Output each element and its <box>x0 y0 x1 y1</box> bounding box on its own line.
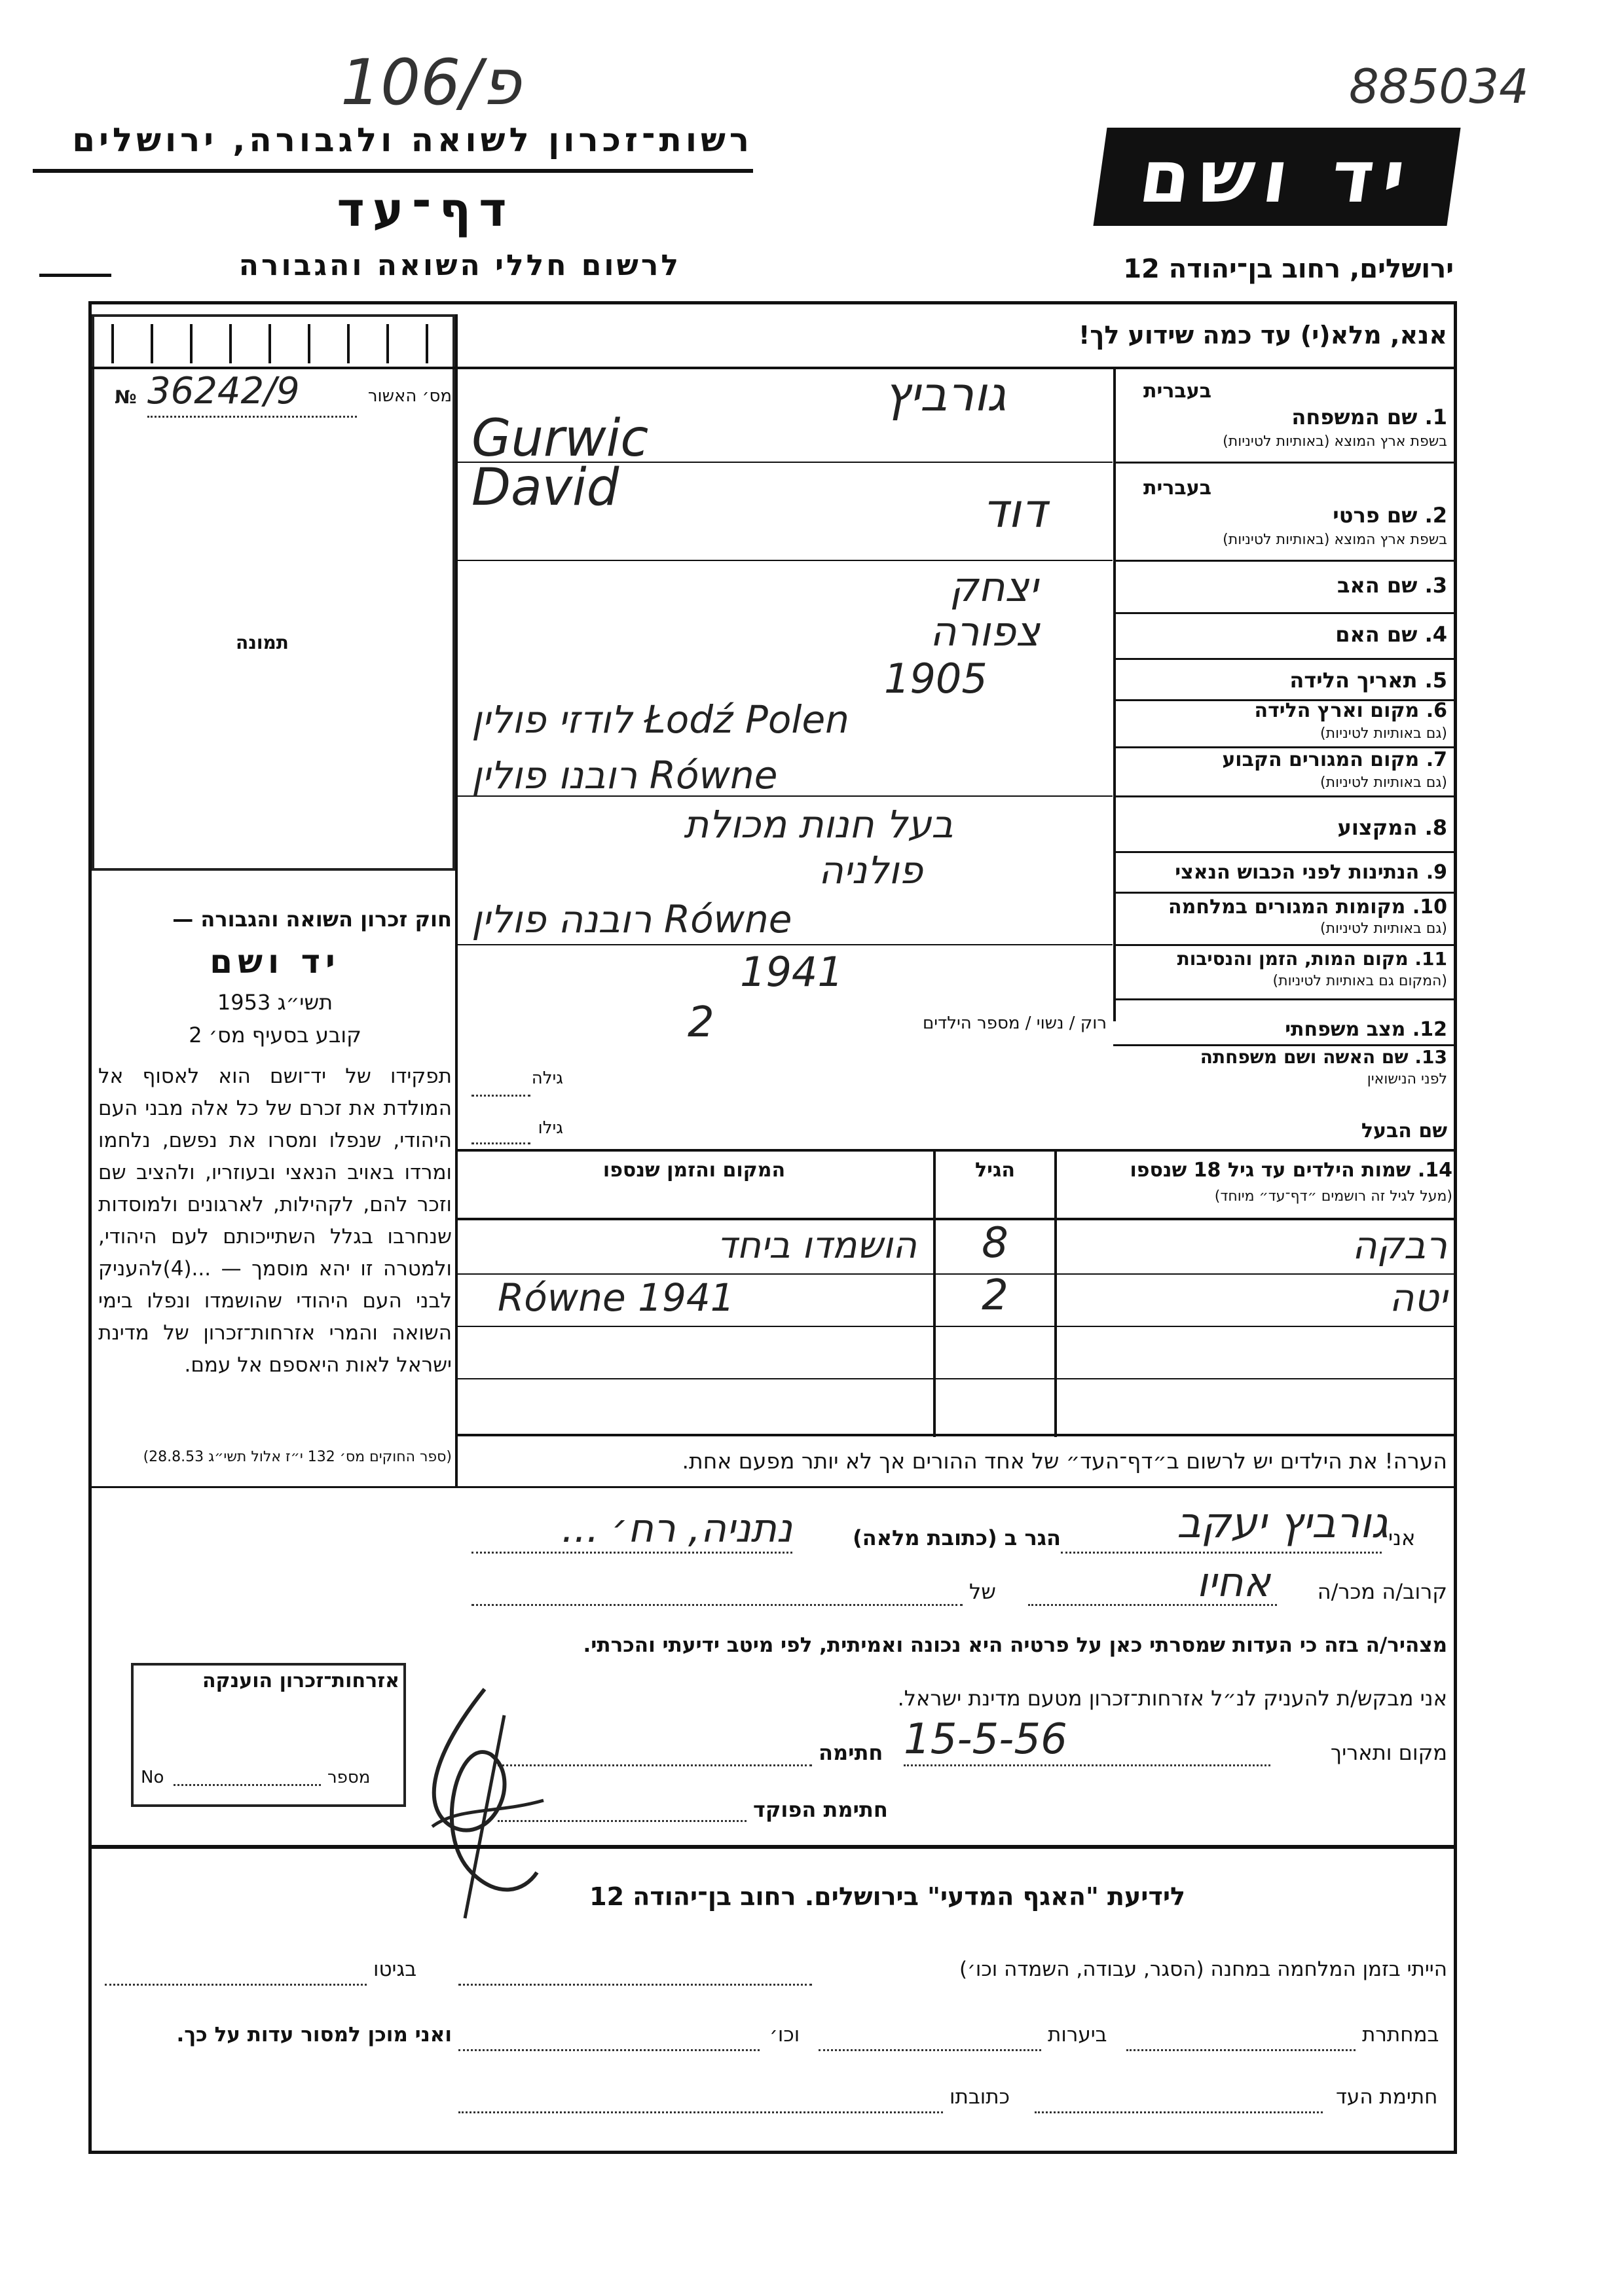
approval-tickmarks <box>111 324 445 363</box>
child-1-age: 8 <box>982 1219 1008 1267</box>
field-4-label <box>1120 622 1447 647</box>
field-10-num: 10. <box>1412 896 1447 919</box>
field-9-label-text: הנתינות לפני הכבוש הנאצי <box>1175 861 1420 884</box>
law-clause: קובע בסעיף מס׳ 2 <box>189 1023 361 1048</box>
field-11-label <box>1120 948 1447 970</box>
declarant-name: גורביץ יעקב <box>1177 1499 1388 1548</box>
field-8-num: 8. <box>1424 815 1447 840</box>
husband-age-label: גילו <box>538 1118 563 1138</box>
field-10-label <box>1120 896 1447 919</box>
child-1-name: רבקה <box>1352 1223 1447 1267</box>
field-2-tag: בעברית <box>1143 477 1211 500</box>
field-1-value-latin: Gurwic <box>471 409 649 468</box>
field-7-label <box>1120 748 1447 771</box>
field-12-label <box>1120 1018 1447 1041</box>
field-10-label-text: מקומות המגורים במלחמה <box>1168 896 1406 919</box>
footer-testimony-label: ואני מוכן למסור עדות על כך. <box>176 2023 452 2047</box>
children-col-age: הגיל <box>975 1159 1015 1182</box>
field-3-label-text: שם האב <box>1337 573 1418 598</box>
field-6-label-text: מקום וארץ הלידה <box>1254 699 1420 722</box>
field-12-label-text: מצב משפחתי <box>1285 1018 1406 1041</box>
approval-number: 36242/9 <box>147 370 300 412</box>
footer-ghetto-label: בגיטו <box>373 1958 417 1981</box>
children-note: הערה! את הילדים יש לרשום ב״דף־העד״ של אחד ההורים אך לא יותר מפעם אחת. <box>682 1448 1447 1474</box>
field-1-tag: בעברית <box>1143 380 1211 403</box>
place-date-label: מקום ותאריך <box>1330 1740 1447 1765</box>
field-1-sub: בשפת ארץ המוצא (באותיות לטיניות) <box>1223 433 1447 450</box>
field-6-value: לודזי פולין Łodź Polen <box>471 697 849 742</box>
field-3-value: יצחק <box>950 563 1039 611</box>
form-title: דף־עד <box>337 182 515 237</box>
declarant-i-label: אני <box>1388 1525 1416 1550</box>
field-8-label <box>1120 815 1447 840</box>
place-date-value: 15-5-56 <box>904 1715 1067 1764</box>
declarant-resides-label: הגר ב (כתובת מלאה) <box>853 1525 1061 1550</box>
husband-label: שם הבעל <box>1361 1120 1447 1142</box>
field-7-sub: (גם באותיות לטיניות) <box>1320 774 1447 791</box>
photo-label: תמונה <box>236 632 289 653</box>
field-1-label-text: שם המשפחה <box>1291 405 1418 429</box>
archive-number-handwritten: 106/פ <box>341 46 521 119</box>
official-signature-label: חתימת הפוקד <box>753 1797 888 1822</box>
child-1-place: הושמדו ביחד <box>716 1224 917 1267</box>
field-7-num: 7. <box>1426 748 1447 771</box>
approval-number-prefix: № <box>115 386 137 408</box>
field-8-label-text: המקצוע <box>1337 815 1418 840</box>
children-label: 14. שמות הילדים עד גיל 18 שנספו <box>1130 1159 1452 1182</box>
field-12-value: 2 <box>688 998 714 1047</box>
field-4-label-text: שם האם <box>1335 622 1418 647</box>
field-7-value: רובנו פולין Równe <box>471 753 778 797</box>
declarant-address: נתניה, רח׳ ... <box>561 1506 792 1552</box>
field-8-value: בעל חנות מכולת <box>684 802 953 847</box>
logo-text: יד ושם <box>1134 135 1420 219</box>
footer-camp-label: הייתי בזמן המלחמה במחנה (הסגר, עבודה, השמדה וכו׳) <box>959 1958 1447 1981</box>
yad-vashem-logo <box>1093 128 1460 226</box>
authority-title: רשות־זכרון לשואה ולגבורה, ירושלים <box>72 121 753 159</box>
field-6-num: 6. <box>1426 699 1447 722</box>
law-reference: (ספר החוקים מס׳ 132 י״ז אלול תשי״ג 28.8.53) <box>143 1449 452 1465</box>
citizenship-no-label: No <box>141 1768 164 1787</box>
declarant-relation-label: קרוב/ה מכר/ה <box>1317 1579 1447 1604</box>
field-5-label <box>1120 668 1447 693</box>
footer-title: לידיעת "האגף המדעי" בירושלים. רחוב בן־יהודה 12 <box>589 1882 1185 1911</box>
child-2-place: Równe 1941 <box>498 1275 735 1320</box>
field-7-label-text: מקום המגורים הקבוע <box>1222 748 1420 771</box>
children-col-place: המקום והזמן שנספו <box>602 1159 786 1182</box>
signature-label: חתימה <box>819 1740 883 1765</box>
field-3-label <box>1120 573 1447 598</box>
law-title: חוק זכרון השואה והגבורה — <box>172 907 452 932</box>
field-11-sub: (המקום גם באותיות לטיניות) <box>1272 973 1447 989</box>
form-subtitle: לרשום חללי השואה והגבורה <box>238 249 681 282</box>
footer-address-label: כתובתו <box>950 2085 1010 2109</box>
children-sub: (מעל לגיל זה רושמים ״דף־עד״ מיוחד) <box>1214 1188 1452 1205</box>
field-2-label-text: שם פרטי <box>1333 503 1418 528</box>
field-13-label <box>1120 1046 1447 1068</box>
child-2-age: 2 <box>982 1271 1008 1320</box>
field-2-value-latin: David <box>471 458 619 517</box>
field-13-num: 13. <box>1414 1046 1447 1068</box>
footer-forests-label: ביערות <box>1048 2023 1107 2047</box>
field-11-num: 11. <box>1414 948 1447 970</box>
field-5-num: 5. <box>1424 668 1447 693</box>
law-body: תפקידו של יד־ושם הוא לאסוף אל המולדת את זכרם של כל אלה מבני העם היהודי, שנפלו ומסרו את נפשם, נלחמו ומרדו באויב הנאצי ובעוזריו, ולהציב שם וזכר להם, לקהילות, לארגונים ולמוסדות שנחרבו בגלל השתייכותם לעם היהודי, ולמטרה זו יהא מוסמך — ...(4)להעניק לבני העם היהודי שהושמדו ונפלו בימי השואה והמרי אזרחות־זכרון של מדינת ישראל לאות היאספם אל עמם. <box>98 1065 452 1377</box>
footer-etc-label: וכו׳ <box>769 2023 800 2047</box>
field-13-age-label: גילה <box>531 1068 563 1088</box>
field-2-num: 2. <box>1424 503 1447 528</box>
field-10-value: רובנה פולין Równe <box>471 897 792 941</box>
field-10-sub: (גם באותיות לטיניות) <box>1320 920 1447 937</box>
field-6-sub: (גם באותיות לטיניות) <box>1320 725 1447 742</box>
declarant-of-label: של <box>969 1579 996 1604</box>
intro-text: אנא, מלא(י) עד כמה שידוע לך! <box>1079 321 1447 350</box>
field-9-label <box>1120 861 1447 884</box>
field-13-sub: לפני הנישואין <box>1367 1071 1447 1087</box>
field-5-value: 1905 <box>884 655 987 702</box>
field-1-value-hebrew: גורביץ <box>884 367 1006 422</box>
declaration-text: מצהיר/ה בזה כי העדות שמסרתי כאן על פרטיה היא נכונה ואמיתית, לפי מיטב ידיעתי והכרתי. <box>583 1633 1447 1657</box>
field-2-label <box>1120 503 1447 528</box>
declarant-relation: אחיו <box>1196 1558 1270 1606</box>
citizenship-request: אני מבקש/ת להעניק לנ״ל אזרחות־זכרון מטעם מדינת ישראל. <box>897 1686 1447 1711</box>
footer-underground-label: במחתרת <box>1362 2023 1439 2047</box>
approval-label: מס׳ האשור <box>367 386 452 406</box>
field-1-label <box>1120 405 1447 429</box>
citizenship-number-label: מספר <box>327 1768 371 1787</box>
field-2-sub: בשפת ארץ המוצא (באותיות לטיניות) <box>1223 532 1447 548</box>
field-9-value: פולניה <box>819 848 923 892</box>
field-12-num: 12. <box>1412 1018 1447 1041</box>
child-2-name: יטה <box>1389 1275 1447 1320</box>
field-2-value-hebrew: דוד <box>982 483 1047 538</box>
citizenship-box-title: אזרחות־זכרון הוענקה <box>202 1669 399 1692</box>
law-year: תשי״ג 1953 <box>217 990 333 1015</box>
footer-witness-signature-label: חתימת העד <box>1336 2085 1438 2109</box>
law-name: יד ושם <box>210 943 341 981</box>
field-1-num: 1. <box>1424 405 1447 429</box>
field-9-num: 9. <box>1426 861 1447 884</box>
field-12-options: רוק / נשוי / מספר הילדים <box>922 1013 1107 1033</box>
header-address: ירושלים, רחוב בן־יהודה 12 <box>1123 254 1454 284</box>
field-4-value: צפורה <box>930 608 1040 655</box>
field-13-label-text: שם האשה ושם משפחתה <box>1200 1046 1409 1068</box>
field-6-label <box>1120 699 1447 722</box>
file-number-handwritten: 885034 <box>1349 59 1529 114</box>
field-5-label-text: תאריך הלידה <box>1289 668 1418 693</box>
field-3-num: 3. <box>1424 573 1447 598</box>
field-11-value: 1941 <box>740 948 843 996</box>
field-11-label-text: מקום המות, הזמן והנסיבות <box>1177 948 1409 970</box>
field-4-num: 4. <box>1424 622 1447 647</box>
